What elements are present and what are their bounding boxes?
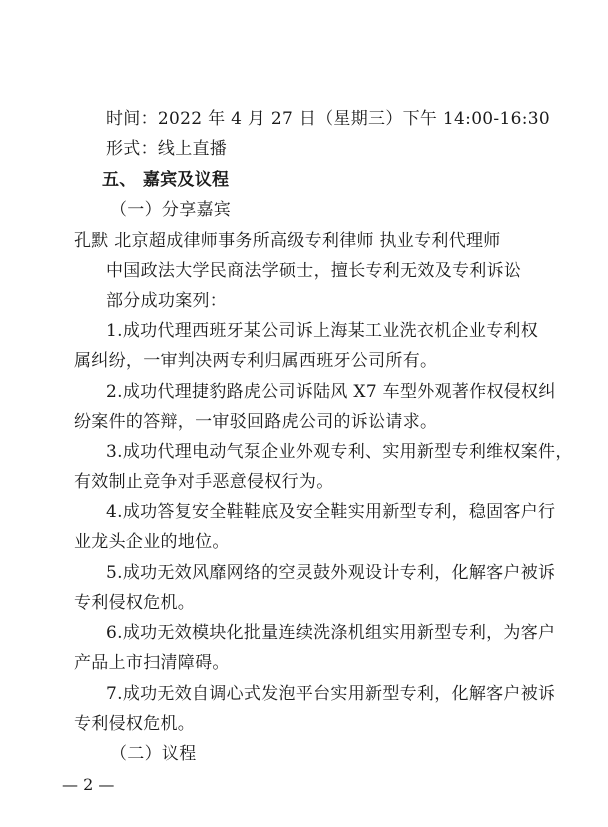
case-1-line-1: 1.成功代理西班牙某公司诉上海某工业洗衣机企业专利权 xyxy=(106,321,539,341)
speaker-name-title: 孔默 北京超成律师事务所高级专利律师 执业专利代理师 xyxy=(74,231,501,251)
subsection-heading-guests: （一）分享嘉宾 xyxy=(110,200,232,220)
case-5-line-1: 5.成功无效风靡网络的空灵鼓外观设计专利，化解客户被诉 xyxy=(106,563,556,583)
case-7-line-1: 7.成功无效自调心式发泡平台实用新型专利，化解客户被诉 xyxy=(106,684,556,704)
case-3-line-1: 3.成功代理电动气泵企业外观专利、实用新型专利维权案件， xyxy=(106,442,573,462)
time-line: 时间：2022 年 4 月 27 日（星期三）下午 14:00-16:30 xyxy=(106,109,550,129)
case-3-line-2: 有效制止竞争对手恶意侵权行为。 xyxy=(74,472,334,492)
case-2-line-1: 2.成功代理捷豹路虎公司诉陆风 X7 车型外观著作权侵权纠 xyxy=(106,382,556,402)
page-number: — 2 — xyxy=(62,775,115,794)
speaker-education: 中国政法大学民商法学硕士，擅长专利无效及专利诉讼 xyxy=(106,261,522,281)
case-5-line-2: 专利侵权危机。 xyxy=(74,593,196,613)
section-heading-guests-agenda: 五、 嘉宾及议程 xyxy=(102,170,230,190)
case-2-line-2: 纷案件的答辩，一审驳回路虎公司的诉讼请求。 xyxy=(74,412,438,432)
case-4-line-2: 业龙头企业的地位。 xyxy=(74,532,230,552)
subsection-heading-agenda: （二）议程 xyxy=(110,744,197,764)
format-line: 形式：线上直播 xyxy=(106,139,228,159)
case-1-line-2: 属纠纷，一审判决两专利归属西班牙公司所有。 xyxy=(74,351,438,371)
case-4-line-1: 4.成功答复安全鞋鞋底及安全鞋实用新型专利，稳固客户行 xyxy=(106,502,556,522)
case-6-line-1: 6.成功无效模块化批量连续洗涤机组实用新型专利，为客户 xyxy=(106,623,556,643)
case-7-line-2: 专利侵权危机。 xyxy=(74,714,196,734)
case-6-line-2: 产品上市扫清障碍。 xyxy=(74,653,230,673)
cases-intro: 部分成功案列： xyxy=(106,291,228,311)
